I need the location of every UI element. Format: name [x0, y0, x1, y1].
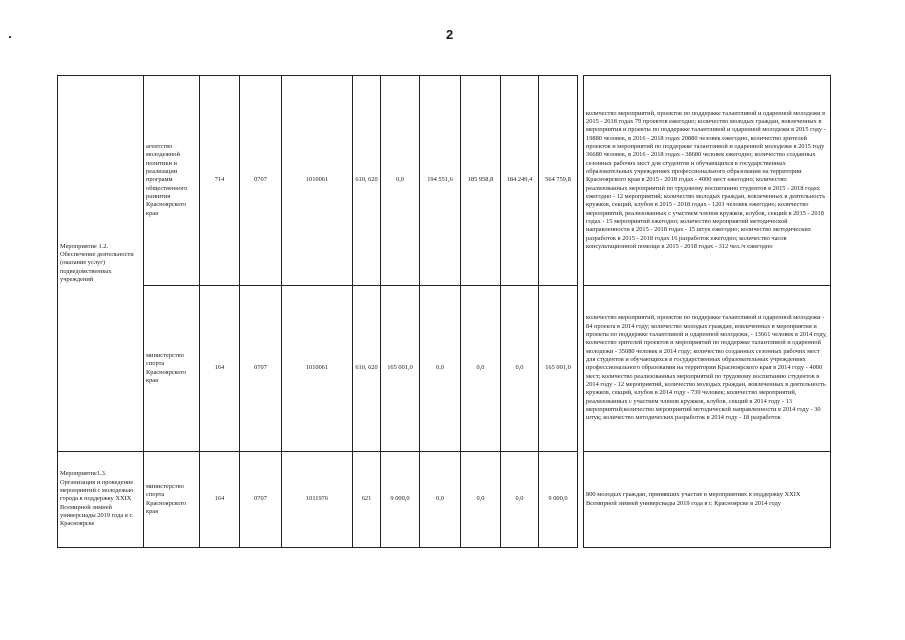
amount-2016: 0,0	[461, 286, 501, 452]
csr-code: 1010061	[282, 286, 353, 452]
activity-name: Мероприятие 1.2. Обеспечение деятельности (оказание услуг) подведомственных учреждений	[58, 76, 144, 452]
rzpr-code: 0707	[240, 286, 282, 452]
amount-2014: 0,0	[381, 76, 420, 286]
amount-2014: 9 000,0	[381, 452, 420, 548]
amount-2015: 0,0	[420, 452, 461, 548]
executor-name: министерство спорта Красноярского края	[144, 452, 200, 548]
amount-2014: 165 001,0	[381, 286, 420, 452]
expected-result: количество мероприятий, проектов по поддержке талантливой и одаренной молодежи - 84 проекта в 2014 году; количество молодых граждан, вовлеченных в мероприятия и проекты по поддержке талантливой и одаренной молодежи, - 13661 человек в 2014 году, количество зрителей проектов и мероприятий по поддержке талантливой и одаренной молодежи - 35080 человек в 2014 году; количество созданных сезонных рабочих мест для студентов и обучающихся в государственных образовательных учреждениях профессионального образования на территории Красноярского края в 2014 году - 4000 мест; количество реализованных мероприятий по трудовому воспитанию студентов в 2014 году - 12 мероприятий, количество молодых граждан, вовлеченных в деятельность кружков, секций, клубов в 2014 году - 730 человек; количество мероприятий, реализованных с участием членов кружков, клубов, секций в 2014 году - 13 мероприятий;количество мероприятий методической направленности в 2014 году - 30 штук; количество методических разработок в 2014 году - 18 разработок	[584, 286, 831, 452]
activity-name: Мероприятие1.3. Организация и проведение мероприятий с молодежью города в поддержку XXIX Всемирной зимней универсиады 2019 года в г. Красноярске	[58, 452, 144, 548]
grbs-code: 164	[200, 452, 240, 548]
grbs-code: 714	[200, 76, 240, 286]
amount-2017: 0,0	[501, 286, 539, 452]
amount-total: 165 001,0	[539, 286, 578, 452]
amount-2017: 184 249,4	[501, 76, 539, 286]
executor-name: министерство спорта Красноярского края	[144, 286, 200, 452]
amount-total: 564 759,8	[539, 76, 578, 286]
amount-total: 9 000,0	[539, 452, 578, 548]
rzpr-code: 0707	[240, 76, 282, 286]
table-row	[58, 452, 831, 548]
table-row	[58, 286, 831, 452]
csr-code: 1010061	[282, 76, 353, 286]
amount-2017: 0,0	[501, 452, 539, 548]
amount-2015: 0,0	[420, 286, 461, 452]
rzpr-code: 0707	[240, 452, 282, 548]
program-activities-table	[57, 75, 831, 548]
amount-2016: 0,0	[461, 452, 501, 548]
table-row	[58, 76, 831, 286]
vr-code: 621	[353, 452, 381, 548]
csr-code: 1011976	[282, 452, 353, 548]
expected-result: 800 молодых граждан, принявших участие в мероприятиях в поддержку XXIX Всемирной зимней универсиады 2019 года в г. Красноярске в 2014 году	[584, 452, 831, 548]
scan-speck	[9, 36, 11, 38]
page-number: 2	[446, 27, 454, 42]
expected-result: количество мероприятий, проектов по поддержке талантливой и одаренной молодежи в 2015 - 2018 годах 79 проектов ежегодно; количество молодых граждан, вовлеченных в мероприятия и проекты по поддержке талантливой и одаренной молодежи в 2015 году - 19880 человек, в 2016 - 2018 годах 20880 человек ежегодно, количество зрителей проектов и мероприятий по поддержке талантливой и одаренной молодежи в 2015 году 36680 человек, в 2016 - 2018 годах - 38680 человек ежегодно; количество созданных сезонных рабочих мест для студентов и обучающихся в государственных образовательных учреждениях профессионального образования на территории Красноярского края в 2015 - 2018 годах - 4000 мест ежегодно; количество реализованных мероприятий по трудовому воспитанию студентов в 2015 - 2018 годах ежегодно - 12 мероприятий; количество молодых граждан, вовлеченных в деятельность кружков, секций, клубов в 2015 - 2018 годах - 1201 человек ежегодно; количество мероприятий, реализованных с участием членов кружков, клубов, секций в 2015 - 2018 годах - 15 мероприятий ежегодно; количество мероприятий методической направленности в 2015 - 2018 годах - 15 штук ежегодно; количество методических разработок в 2015 - 2018 годах 16 разработок ежегодно; количество часов консультационной помощи в 2015 - 2018 годах - 312 чел./ч ежегодно	[584, 76, 831, 286]
executor-name: агентство молодежной политики и реализации программ общественного развития Красноярского края	[144, 76, 200, 286]
vr-code: 610, 620	[353, 76, 381, 286]
amount-2016: 185 958,8	[461, 76, 501, 286]
amount-2015: 194 551,6	[420, 76, 461, 286]
grbs-code: 164	[200, 286, 240, 452]
vr-code: 610, 620	[353, 286, 381, 452]
